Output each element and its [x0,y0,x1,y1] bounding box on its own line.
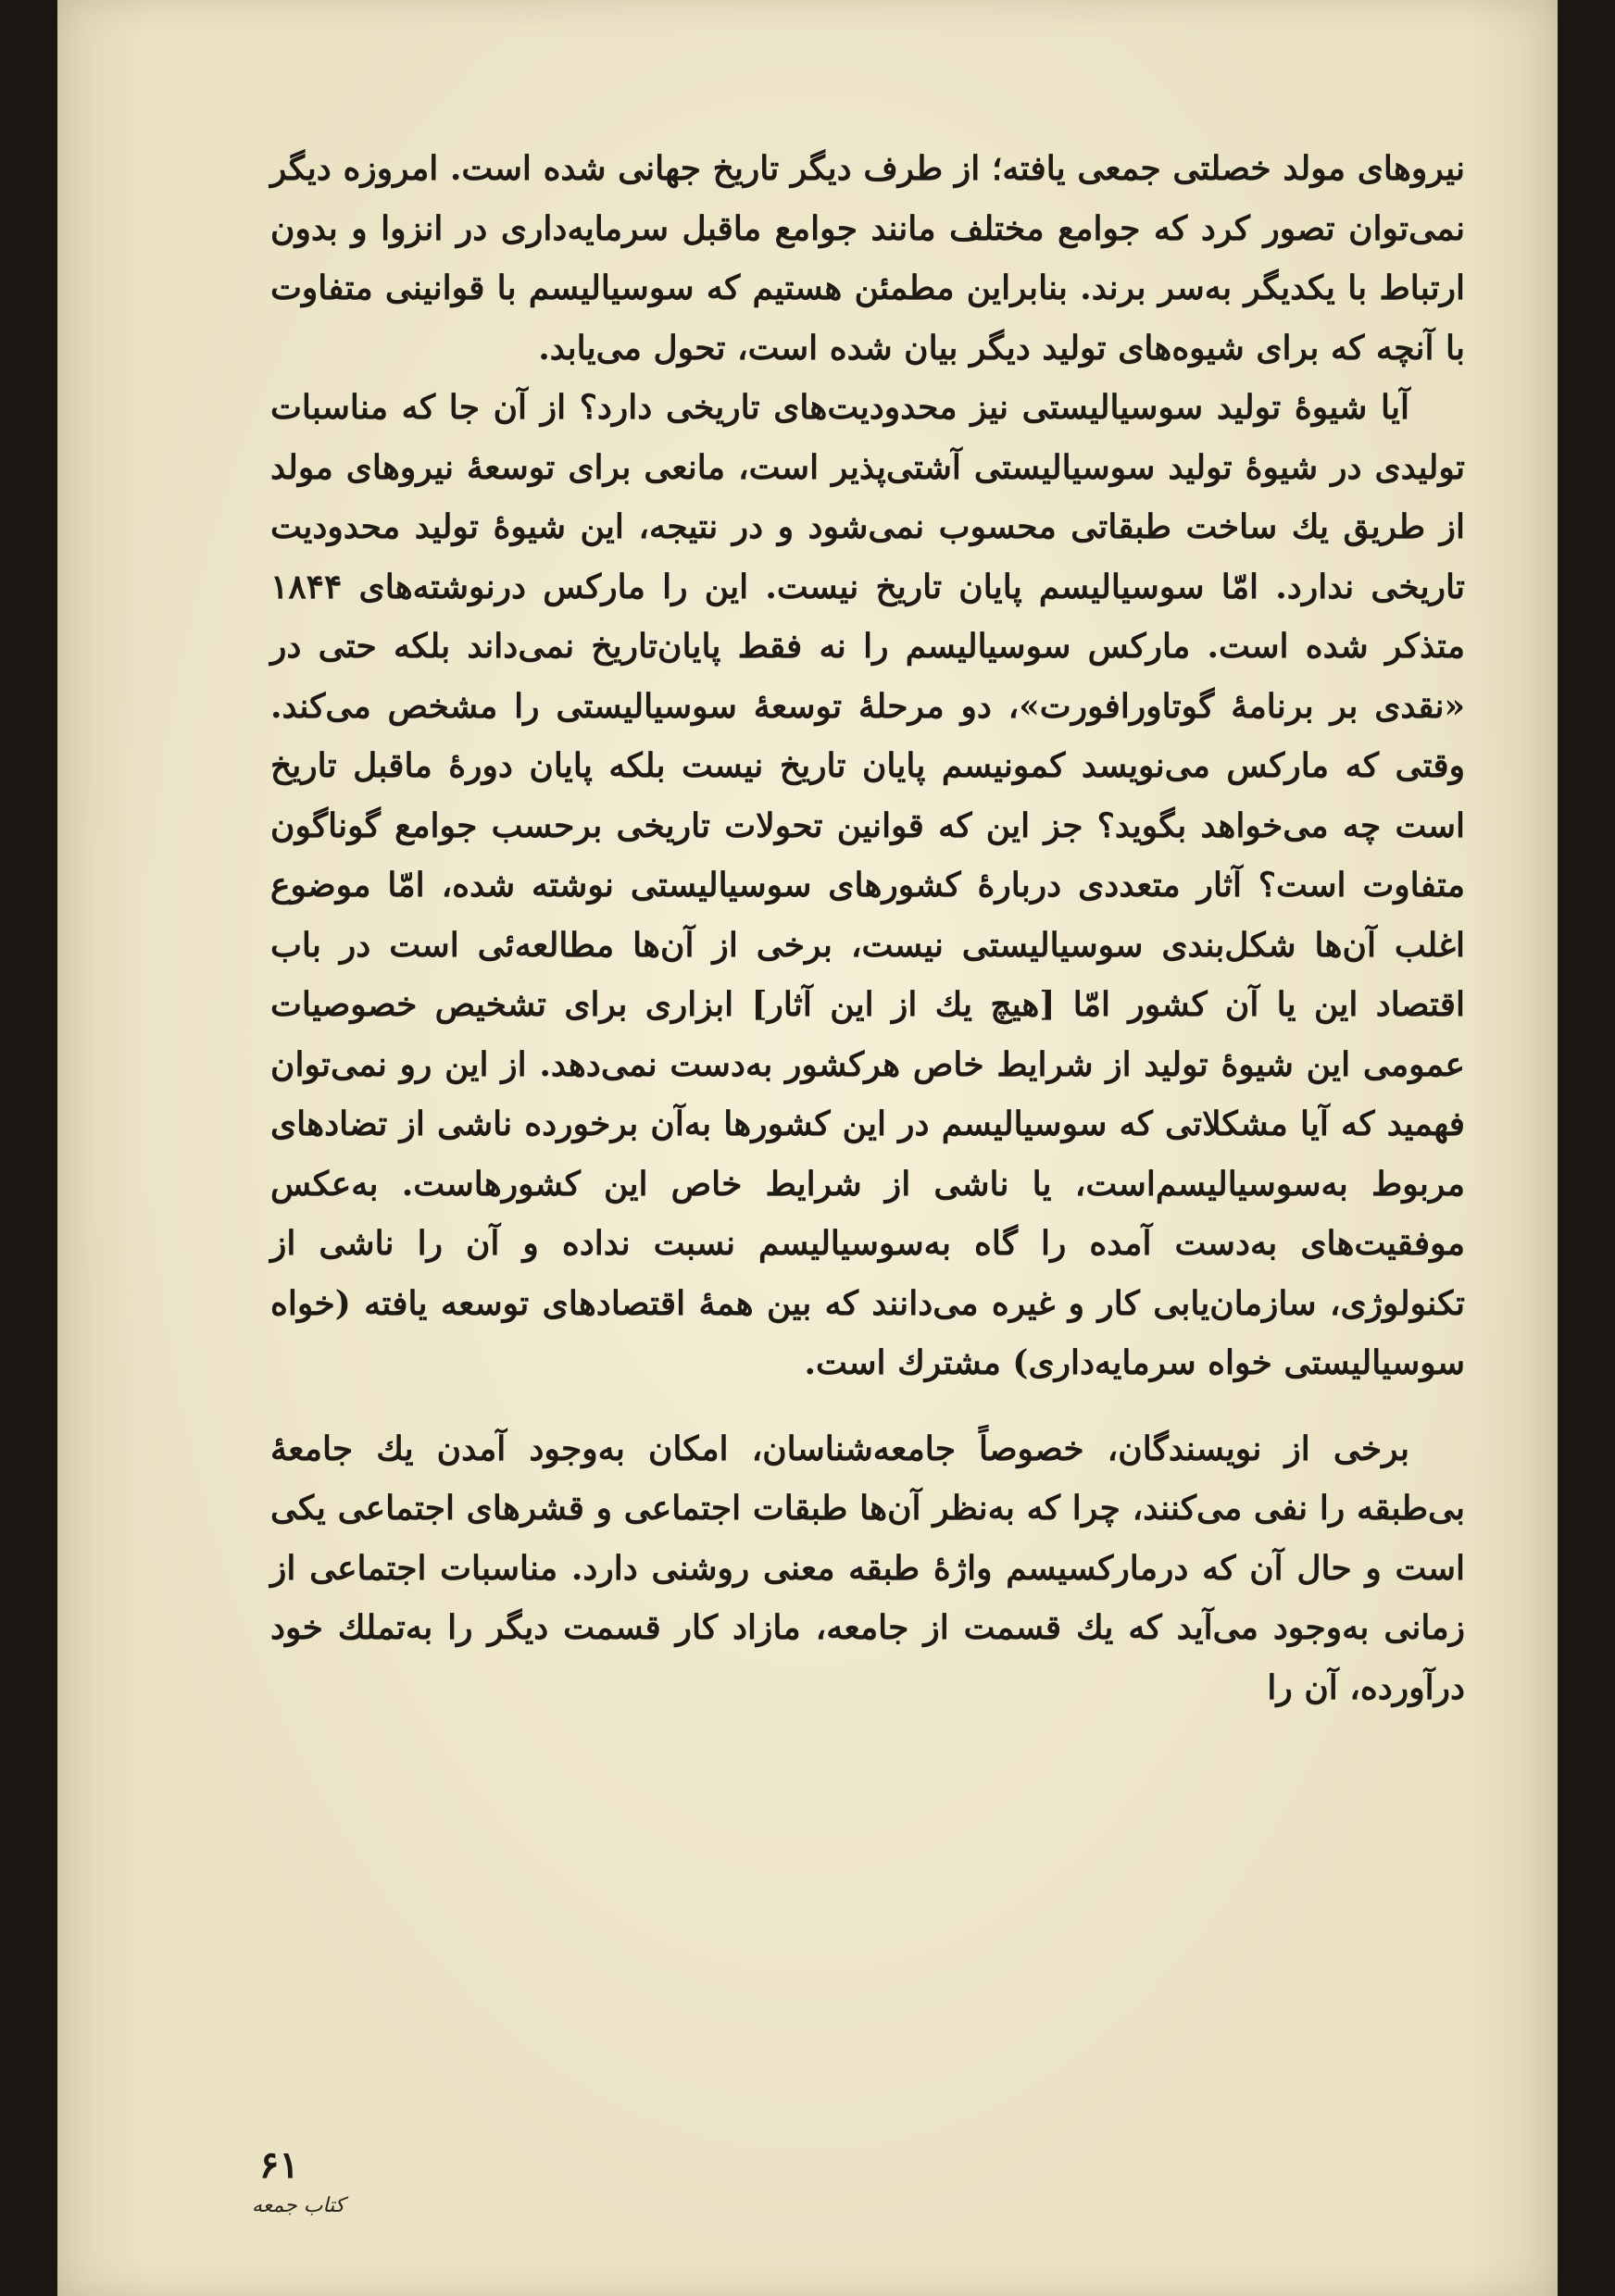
paragraph-3: برخی از نویسندگان، خصوصاً جامعه‌شناسان، امکان به‌وجود آمدن یك جامعهٔ بی‌طبقه را نفی می‌کنند، چرا که به‌نظر آن‌ها طبقات اجتماعی و قشرهای اجتماعی یکی است و حال آن که درمارکسیسم واژهٔ طبقه معنی روشنی دارد. مناسبات اجتماعی از زمانی به‌وجود می‌آید که یك قسمت از جامعه، مازاد کار قسمت دیگر را به‌تملك خود درآورده، آن را [270,1429,1465,1707]
body-text [270,139,1465,1717]
footer-note: کتاب جمعه [252,2194,345,2217]
page-number: ۶۱ [259,2143,299,2187]
book-page [57,0,1558,2296]
paragraph-1: نیروهای مولد خصلتی جمعی یافته؛ از طرف دیگر تاریخ جهانی شده است. امروزه دیگر نمی‌توان تصور کرد که جوامع مختلف مانند جوامع ماقبل سرمایه‌داری در انزوا و بدون ارتباط با یکدیگر به‌سر برند. بنابراین مطمئن هستیم که سوسیالیسم با قوانینی متفاوت با آنچه که برای شیوه‌های تولید دیگر بیان شده است، تحول می‌یابد. [270,149,1465,368]
paragraph-2: آیا شیوهٔ تولید سوسیالیستی نیز محدودیت‌های تاریخی دارد؟ از آن جا که مناسبات تولیدی در شیوهٔ تولید سوسیالیستی آشتی‌پذیر است، مانعی برای توسعهٔ نیروهای مولد از طریق یك ساخت طبقاتی محسوب نمی‌شود و در نتیجه، این شیوهٔ تولید محدودیت تاریخی ندارد. امّا سوسیالیسم پایان تاریخ نیست. این را مارکس درنوشته‌های ۱۸۴۴ متذکر شده است. مارکس سوسیالیسم را نه فقط پایان‌تاریخ نمی‌داند بلکه حتی در «نقدی بر برنامهٔ گوتاورافورت»، دو مرحلهٔ توسعهٔ سوسیالیستی را مشخص می‌کند. وقتی که مارکس می‌نویسد کمونیسم پایان تاریخ نیست بلکه پایان دورهٔ ماقبل تاریخ است چه می‌خواهد بگوید؟ جز این که قوانین تحولات تاریخی برحسب جوامع گوناگون متفاوت است؟ آثار متعددی دربارهٔ کشورهای سوسیالیستی نوشته شده، امّا موضوع اغلب آن‌ها شکل‌بندی سوسیالیستی نیست، برخی از آن‌ها مطالعه‌ئی است در باب اقتصاد این یا آن کشور امّا [هیچ یك از این آثار] ابزاری برای تشخیص خصوصیات عمومی این شیوهٔ تولید از شرایط خاص هرکشور به‌دست نمی‌دهد. از این رو نمی‌توان فهمید که آیا مشکلاتی که سوسیالیسم در این کشورها به‌آن برخورده ناشی از تضادهای مربوط به‌سوسیالیسم‌است، یا ناشی از شرایط خاص این کشورهاست. به‌عکس موفقیت‌های به‌دست آمده را گاه به‌سوسیالیسم نسبت نداده و آن را ناشی از تکنولوژی، سازمان‌یابی کار و غیره می‌دانند که بین همهٔ اقتصادهای توسعه یافته (خواه سوسیالیستی خواه سرمایه‌داری) مشترك است. [270,388,1465,1382]
